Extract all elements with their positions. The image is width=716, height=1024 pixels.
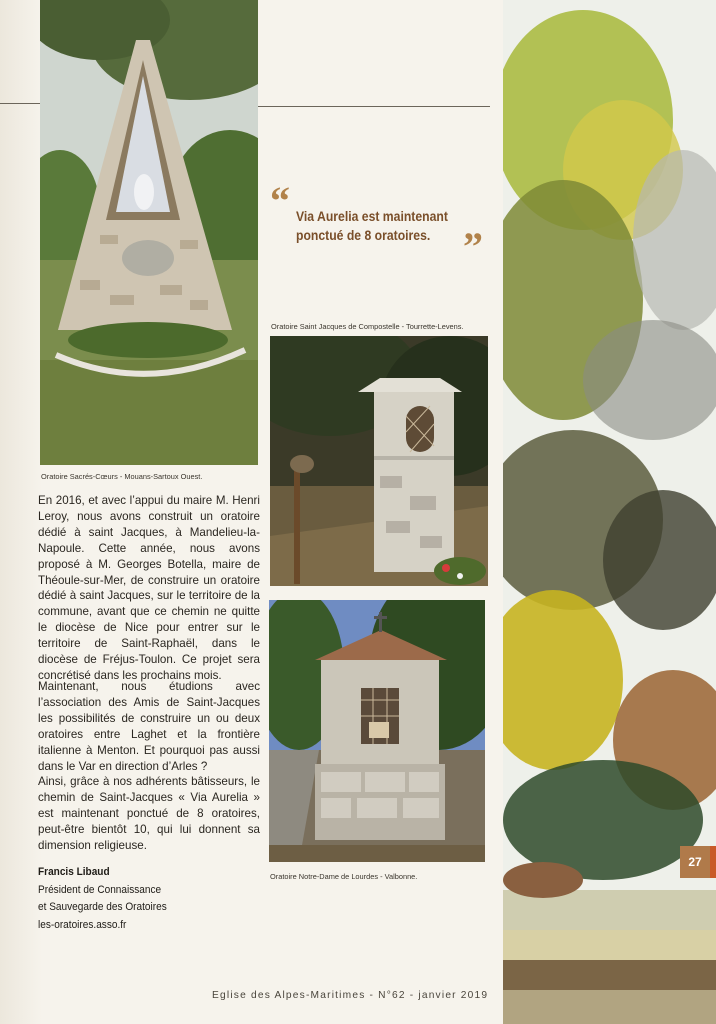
page-number: 27 [680, 846, 710, 878]
magazine-footer: Eglise des Alpes-Maritimes - N°62 - janvier 2019 [212, 990, 489, 1001]
open-quote-icon: “ [270, 178, 290, 223]
page-number-tab [710, 846, 716, 878]
photo2-caption: Oratoire Saint Jacques de Compostelle - Tourrette-Levens. [271, 322, 464, 331]
page-edge [0, 0, 42, 1024]
top-rule [258, 106, 490, 107]
author-signature [38, 864, 218, 934]
photo-oratoire-sacres-coeurs [40, 0, 258, 465]
author-name: Francis Libaud [38, 866, 110, 878]
pull-quote-text: Via Aurelia est maintenant ponctué de 8 oratoires. [296, 209, 448, 244]
photo3-caption: Oratoire Notre-Dame de Lourdes - Valbonne. [270, 872, 418, 881]
photo1-caption: Oratoire Sacrés-Cœurs - Mouans-Sartoux Ouest. [41, 472, 203, 481]
author-title-line2: et Sauvegarde des Oratoires [38, 901, 167, 913]
photo-oratoire-saint-jacques [270, 336, 488, 586]
author-title-line1: Président de Connaissance [38, 883, 162, 896]
close-quote-icon: ” [463, 224, 483, 269]
photo-oratoire-notre-dame-lourdes [269, 600, 485, 862]
article-paragraph-3: Ainsi, grâce à nos adhérents bâtisseurs, le chemin de Saint-Jacques « Via Aurelia » est maintenant ponctué de 8 oratoires, peut-être bientôt 10, qui lui donnent sa dimension religieuse. [38, 775, 260, 853]
pull-quote [270, 178, 500, 269]
left-rule [0, 103, 40, 104]
article-paragraph-2: Maintenant, nous étudions avec l’association des Amis de Saint-Jacques les possibilités de construire un ou deux oratoires entre Laghet et la frontière italienne à Menton. Et pourquoi pas aussi dans le Var en direction d’Arles ? [38, 680, 260, 773]
article-paragraph-group [38, 679, 260, 854]
author-website[interactable]: les-oratoires.asso.fr [38, 918, 127, 931]
article-paragraph-1: En 2016, et avec l’appui du maire M. Henri Leroy, nous avons construit un oratoire dédié à saint Jacques, à Mandelieu-la-Napoule. Cette année, nous avons proposé à M. Georges Botella, maire de Théoule-sur-Mer, de construire un oratoire dédié à saint Jacques, sur le territoire de la commune, avant que ce chemin ne quitte le diocèse de Nice pour entrer sur le territoire de Saint-Raphaël, dans le diocèse de Fréjus-Toulon. Ce projet sera concrétisé dans les prochains mois. [38, 494, 260, 682]
